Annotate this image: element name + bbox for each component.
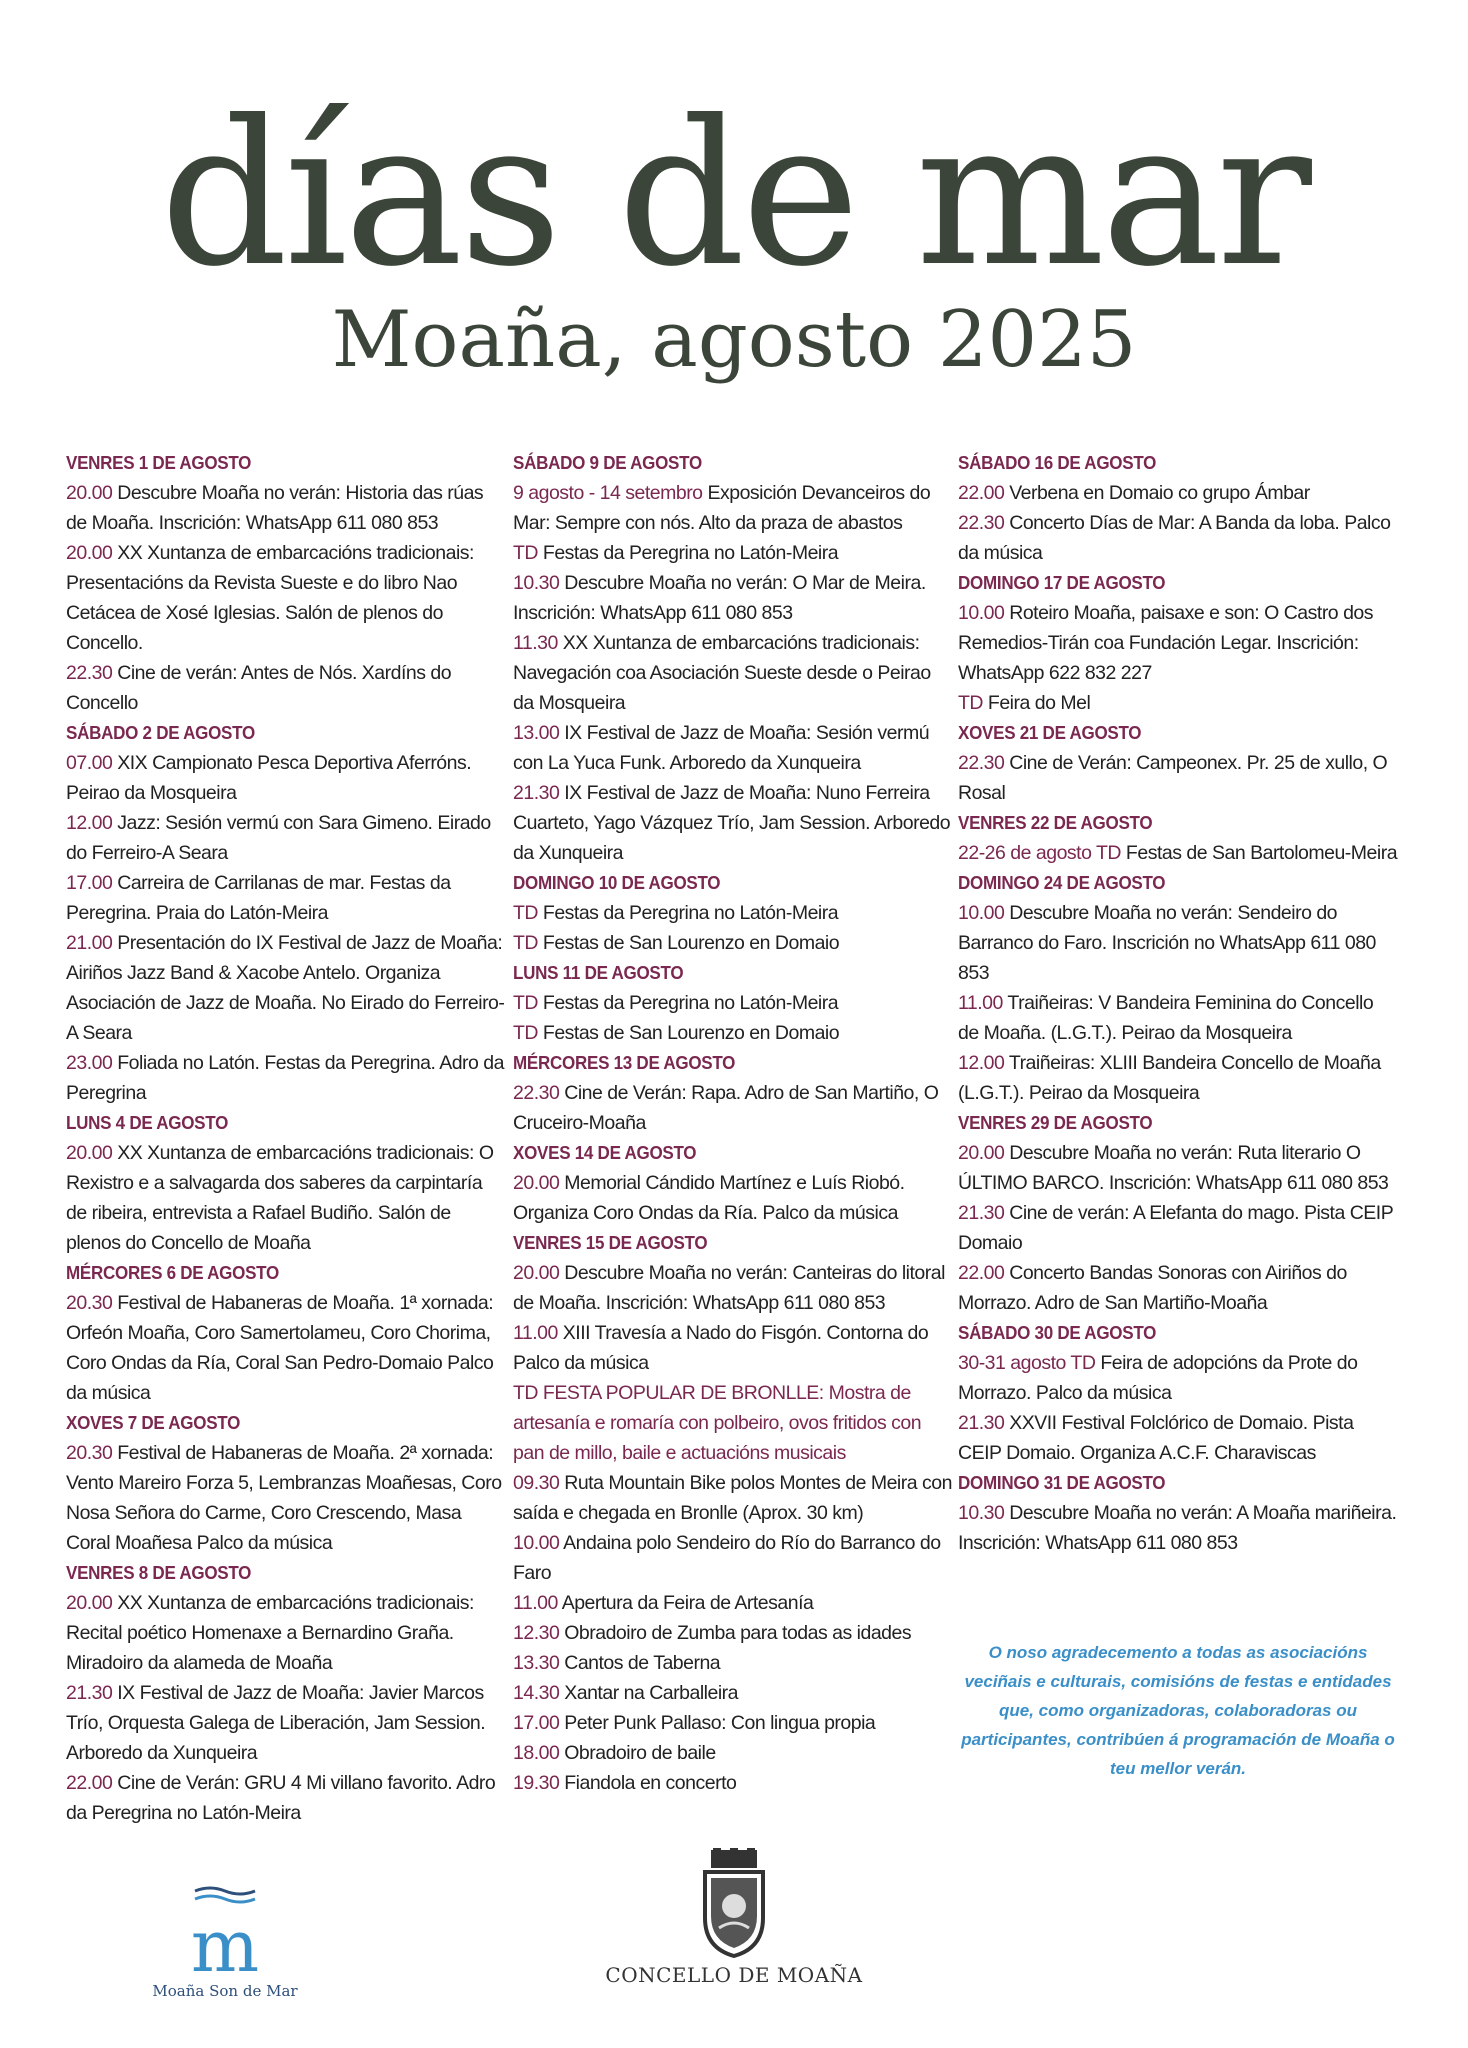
event-description: Cine de verán: A Elefanta do mago. Pista CEIP Domaio: [958, 1202, 1393, 1254]
event-time: 30-31 agosto TD: [958, 1352, 1096, 1374]
program-column-2: [513, 448, 953, 1798]
day-heading: VENRES 15 DE AGOSTO: [513, 1232, 708, 1253]
event-description: Obradoiro de Zumba para todas as idades: [559, 1622, 912, 1644]
event-entry: [958, 1348, 1398, 1408]
event-time: 14.30: [513, 1682, 560, 1704]
event-time: 11.00: [513, 1592, 558, 1614]
event-entry: [513, 1318, 953, 1378]
event-description: Festas da Peregrina no Latón-Meira: [538, 902, 839, 924]
event-time: 17.00: [66, 872, 113, 894]
event-entry: [513, 1648, 953, 1678]
event-entry: [66, 808, 506, 868]
event-time: TD: [513, 992, 538, 1014]
event-description: Ruta Mountain Bike polos Montes de Meira con saída e chegada en Bronlle (Aprox. 30 km): [513, 1472, 952, 1524]
day-heading: DOMINGO 24 DE AGOSTO: [958, 872, 1166, 893]
event-description: Festival de Habaneras de Moaña. 1ª xornada: Orfeón Moaña, Coro Samertolameu, Coro Chorima, Coro Ondas da Ría, Coral San Pedro-Domaio Palco da música: [66, 1292, 494, 1404]
event-description: Apertura da Feira de Artesanía: [557, 1592, 814, 1614]
event-entry: [958, 1258, 1398, 1318]
event-time: 10.30: [958, 1502, 1005, 1524]
event-description: Descubre Moaña no verán: A Moaña mariñeira. Inscrición: WhatsApp 611 080 853: [958, 1502, 1397, 1554]
event-description: Festas da Peregrina no Latón-Meira: [538, 542, 839, 564]
event-time: 23.00: [66, 1052, 113, 1074]
event-time: 18.00: [513, 1742, 560, 1764]
event-entry: [513, 1738, 953, 1768]
event-description: Verbena en Domaio co grupo Ámbar: [1004, 482, 1310, 504]
event-entry: [513, 988, 953, 1018]
event-time: 20.00: [958, 1142, 1005, 1164]
event-description: XX Xuntanza de embarcacións tradicionais: Navegación coa Asociación Sueste desde o Peirao da Mosqueira: [513, 632, 931, 714]
event-time: 21.30: [958, 1202, 1005, 1224]
event-description: XXVII Festival Folclórico de Domaio. Pista CEIP Domaio. Organiza A.C.F. Charaviscas: [958, 1412, 1354, 1464]
event-entry: [958, 1138, 1398, 1198]
event-entry: [513, 1768, 953, 1798]
event-entry: [513, 898, 953, 928]
event-description: Foliada no Latón. Festas da Peregrina. Adro da Peregrina: [66, 1052, 504, 1104]
day-heading: LUNS 4 DE AGOSTO: [66, 1112, 229, 1133]
event-entry: [958, 1048, 1398, 1108]
event-time: 22-26 de agosto TD: [958, 842, 1122, 864]
event-time: 12.00: [958, 1052, 1005, 1074]
event-description: Andaina polo Sendeiro do Río do Barranco do Faro: [513, 1532, 941, 1584]
event-time: 11.00: [958, 992, 1003, 1014]
event-description: Feira de adopcións da Prote do Morrazo. Palco da música: [958, 1352, 1358, 1404]
event-entry: [513, 1468, 953, 1528]
event-entry: [66, 1768, 506, 1828]
highlight-entry: TD FESTA POPULAR DE BRONLLE: Mostra de artesanía e romaría con polbeiro, ovos fritidos con pan de millo, baile e actuacións musicais: [513, 1382, 922, 1464]
event-entry: [66, 868, 506, 928]
event-description: Festas de San Lourenzo en Domaio: [538, 932, 840, 954]
event-time: 22.30: [958, 752, 1005, 774]
event-time: 9 agosto - 14 setembro: [513, 482, 703, 504]
event-entry: [958, 688, 1398, 718]
event-description: Presentación do IX Festival de Jazz de Moaña: Airiños Jazz Band & Xacobe Antelo. Organiza Asociación de Jazz de Moaña. No Eirado do Ferreiro-A Seara: [66, 932, 505, 1044]
logo-label: Moaña Son de Mar: [152, 1982, 298, 2000]
event-description: Descubre Moaña no verán: Canteiras do litoral de Moaña. Inscrición: WhatsApp 611 080 853: [513, 1262, 945, 1314]
event-description: Festas de San Lourenzo en Domaio: [538, 1022, 840, 1044]
event-time: TD: [513, 902, 538, 924]
event-time: TD: [513, 1022, 538, 1044]
event-description: Traiñeiras: V Bandeira Feminina do Concello de Moaña. (L.G.T.). Peirao da Mosqueira: [958, 992, 1374, 1044]
day-heading: MÉRCORES 6 DE AGOSTO: [66, 1262, 279, 1283]
day-heading: SÁBADO 9 DE AGOSTO: [513, 452, 702, 473]
event-time: 22.00: [958, 482, 1005, 504]
event-entry: [66, 478, 506, 538]
event-time: 19.30: [513, 1772, 560, 1794]
event-entry: [958, 838, 1398, 868]
logo-mark: m: [190, 1904, 260, 1988]
moana-son-de-mar-logo: [150, 1885, 300, 2000]
event-time: 20.00: [66, 542, 113, 564]
event-entry: [66, 1048, 506, 1108]
event-time: 09.30: [513, 1472, 560, 1494]
event-entry: [66, 1288, 506, 1408]
event-entry: [66, 748, 506, 808]
event-time: TD: [513, 932, 538, 954]
day-heading: SÁBADO 16 DE AGOSTO: [958, 452, 1157, 473]
day-heading: VENRES 1 DE AGOSTO: [66, 452, 252, 473]
event-entry: [66, 1588, 506, 1678]
event-description: Cine de verán: Antes de Nós. Xardíns do Concello: [66, 662, 452, 714]
event-description: Roteiro Moaña, paisaxe e son: O Castro dos Remedios-Tirán coa Fundación Legar. Inscrición: WhatsApp 622 832 227: [958, 602, 1374, 684]
event-time: 13.30: [513, 1652, 560, 1674]
page-subtitle: Moaña, agosto 2025: [331, 295, 1137, 385]
page-title: días de mar: [160, 78, 1308, 311]
event-entry: [513, 1258, 953, 1318]
thanks-note: O noso agradecemento a todas as asociacións veciñais e culturais, comisións de festas e entidades que, como organizadoras, colaboradoras ou participantes, contribúen á programación de Moaña o teu mellor verán.: [961, 1643, 1395, 1778]
day-heading: XOVES 7 DE AGOSTO: [66, 1412, 241, 1433]
day-heading: DOMINGO 31 DE AGOSTO: [958, 1472, 1166, 1493]
event-time: 13.00: [513, 722, 560, 744]
day-heading: VENRES 8 DE AGOSTO: [66, 1562, 252, 1583]
event-entry: [513, 778, 953, 868]
event-entry: [958, 1498, 1398, 1558]
event-description: Descubre Moaña no verán: Ruta literario O ÚLTIMO BARCO. Inscrición: WhatsApp 611 080 853: [958, 1142, 1389, 1194]
event-time: 10.30: [513, 572, 560, 594]
event-description: Jazz: Sesión vermú con Sara Gimeno. Eirado do Ferreiro-A Seara: [66, 812, 491, 864]
event-description: Cine de Verán: GRU 4 Mi villano favorito. Adro da Peregrina no Latón-Meira: [66, 1772, 496, 1824]
event-entry: [958, 748, 1398, 808]
event-time: 22.30: [958, 512, 1005, 534]
event-description: IX Festival de Jazz de Moaña: Sesión vermú con La Yuca Funk. Arboredo da Xunqueira: [513, 722, 930, 774]
event-entry: [513, 1168, 953, 1228]
event-description: Obradoiro de baile: [559, 1742, 716, 1764]
event-entry: [513, 478, 953, 538]
event-entry: [66, 1438, 506, 1558]
day-heading: VENRES 22 DE AGOSTO: [958, 812, 1153, 833]
event-entry: [958, 478, 1398, 508]
event-entry: [66, 658, 506, 718]
event-description: Festas da Peregrina no Latón-Meira: [538, 992, 839, 1014]
day-heading: XOVES 21 DE AGOSTO: [958, 722, 1142, 743]
event-description: XX Xuntanza de embarcacións tradicionais: Presentacións da Revista Sueste e do libro Nao Cetácea de Xosé Iglesias. Salón de plenos do Concello.: [66, 542, 474, 654]
event-description: Descubre Moaña no verán: Sendeiro do Barranco do Faro. Inscrición no WhatsApp 611 080 853: [958, 902, 1376, 984]
program-column-3: [958, 448, 1398, 1558]
event-time: 20.30: [66, 1442, 113, 1464]
day-heading: DOMINGO 17 DE AGOSTO: [958, 572, 1166, 593]
event-entry: [66, 1138, 506, 1258]
event-time: 20.00: [513, 1172, 560, 1194]
event-entry: [513, 538, 953, 568]
day-heading: SÁBADO 2 DE AGOSTO: [66, 722, 255, 743]
event-entry: [66, 1678, 506, 1768]
event-description: Cantos de Taberna: [559, 1652, 721, 1674]
event-time: 10.00: [958, 902, 1005, 924]
event-time: 12.30: [513, 1622, 560, 1644]
event-description: IX Festival de Jazz de Moaña: Nuno Ferreira Cuarteto, Yago Vázquez Trío, Jam Session. Arboredo da Xunqueira: [513, 782, 951, 864]
event-time: TD: [513, 542, 538, 564]
event-entry: [513, 1708, 953, 1738]
event-time: 12.00: [66, 812, 113, 834]
day-heading: LUNS 11 DE AGOSTO: [513, 962, 684, 983]
event-entry: [513, 1018, 953, 1048]
concello-de-moana-logo: [604, 1848, 864, 1987]
day-heading: VENRES 29 DE AGOSTO: [958, 1112, 1153, 1133]
event-entry: [66, 538, 506, 658]
event-description: Exposición Devanceiros do Mar: Sempre con nós. Alto da praza de abastos: [513, 482, 931, 534]
event-description: Carreira de Carrilanas de mar. Festas da Peregrina. Praia do Latón-Meira: [66, 872, 451, 924]
event-entry: [958, 598, 1398, 688]
event-entry: [66, 928, 506, 1048]
event-description: Concerto Días de Mar: A Banda da loba. Palco da música: [958, 512, 1391, 564]
event-time: 22.00: [958, 1262, 1005, 1284]
concello-label: CONCELLO DE MOAÑA: [605, 1963, 863, 1987]
event-description: Descubre Moaña no verán: Historia das rúas de Moaña. Inscrición: WhatsApp 611 080 853: [66, 482, 484, 534]
event-entry: [958, 1408, 1398, 1468]
event-time: 21.30: [513, 782, 560, 804]
event-description: Feira do Mel: [983, 692, 1091, 714]
event-description: Festas de San Bartolomeu-Meira: [1121, 842, 1398, 864]
event-description: Concerto Bandas Sonoras con Airiños do Morrazo. Adro de San Martiño-Moaña: [958, 1262, 1347, 1314]
event-description: Memorial Cándido Martínez e Luís Riobó. Organiza Coro Ondas da Ría. Palco da música: [513, 1172, 905, 1224]
event-time: 20.30: [66, 1292, 113, 1314]
event-description: Fiandola en concerto: [559, 1772, 737, 1794]
event-description: Festival de Habaneras de Moaña. 2ª xornada: Vento Mareiro Forza 5, Lembranzas Moañesas, Coro Nosa Señora do Carme, Coro Crescendo, Masa Coral Moañesa Palco da música: [66, 1442, 502, 1554]
coat-of-arms-icon: [699, 1848, 769, 1958]
event-description: Traiñeiras: XLIII Bandeira Concello de Moaña (L.G.T.). Peirao da Mosqueira: [958, 1052, 1381, 1104]
event-entry: [513, 1528, 953, 1588]
event-description: XX Xuntanza de embarcacións tradicionais: O Rexistro e a salvagarda dos saberes da carpintaría de ribeira, entrevista a Rafael Budiño. Salón de plenos do Concello de Moaña: [66, 1142, 494, 1254]
event-time: 11.30: [513, 632, 558, 654]
event-description: XIII Travesía a Nado do Fisgón. Contorna do Palco da música: [513, 1322, 929, 1374]
event-time: 22.30: [513, 1082, 560, 1104]
event-entry: [958, 508, 1398, 568]
event-entry: [958, 988, 1398, 1048]
program-column-1: [66, 448, 506, 1828]
event-description: Cine de Verán: Campeonex. Pr. 25 de xullo, O Rosal: [958, 752, 1388, 804]
event-time: 22.00: [66, 1772, 113, 1794]
event-description: IX Festival de Jazz de Moaña: Javier Marcos Trío, Orquesta Galega de Liberación, Jam Session. Arboredo da Xunqueira: [66, 1682, 486, 1764]
event-time: 20.00: [66, 482, 113, 504]
event-time: 21.00: [66, 932, 113, 954]
event-entry: [513, 928, 953, 958]
event-entry: [958, 898, 1398, 988]
event-description: Descubre Moaña no verán: O Mar de Meira. Inscrición: WhatsApp 611 080 853: [513, 572, 926, 624]
day-heading: XOVES 14 DE AGOSTO: [513, 1142, 697, 1163]
waves-icon: [190, 1885, 260, 1905]
event-description: Peter Punk Pallaso: Con lingua propia: [559, 1712, 876, 1734]
event-time: 11.00: [513, 1322, 558, 1344]
event-entry: [513, 718, 953, 778]
event-time: 20.00: [66, 1142, 113, 1164]
event-description: Cine de Verán: Rapa. Adro de San Martiño, O Cruceiro-Moaña: [513, 1082, 939, 1134]
day-heading: DOMINGO 10 DE AGOSTO: [513, 872, 721, 893]
event-time: 22.30: [66, 662, 113, 684]
day-heading: MÉRCORES 13 DE AGOSTO: [513, 1052, 736, 1073]
event-entry: [513, 1588, 953, 1618]
event-time: 10.00: [958, 602, 1005, 624]
event-time: 10.00: [513, 1532, 560, 1554]
event-time: TD: [958, 692, 983, 714]
event-time: 20.00: [513, 1262, 560, 1284]
event-time: 20.00: [66, 1592, 113, 1614]
event-time: 17.00: [513, 1712, 560, 1734]
event-time: 21.30: [66, 1682, 113, 1704]
event-description: XIX Campionato Pesca Deportiva Aferróns. Peirao da Mosqueira: [66, 752, 472, 804]
event-entry: [513, 628, 953, 718]
event-description: XX Xuntanza de embarcacións tradicionais: Recital poético Homenaxe a Bernardino Graña. Miradoiro da alameda de Moaña: [66, 1592, 474, 1674]
event-entry: [513, 1618, 953, 1648]
day-heading: SÁBADO 30 DE AGOSTO: [958, 1322, 1157, 1343]
event-entry: [513, 568, 953, 628]
event-entry: [513, 1078, 953, 1138]
event-entry: [958, 1198, 1398, 1258]
event-time: 21.30: [958, 1412, 1005, 1434]
event-entry: [513, 1678, 953, 1708]
event-description: Xantar na Carballeira: [559, 1682, 738, 1704]
event-time: 07.00: [66, 752, 113, 774]
